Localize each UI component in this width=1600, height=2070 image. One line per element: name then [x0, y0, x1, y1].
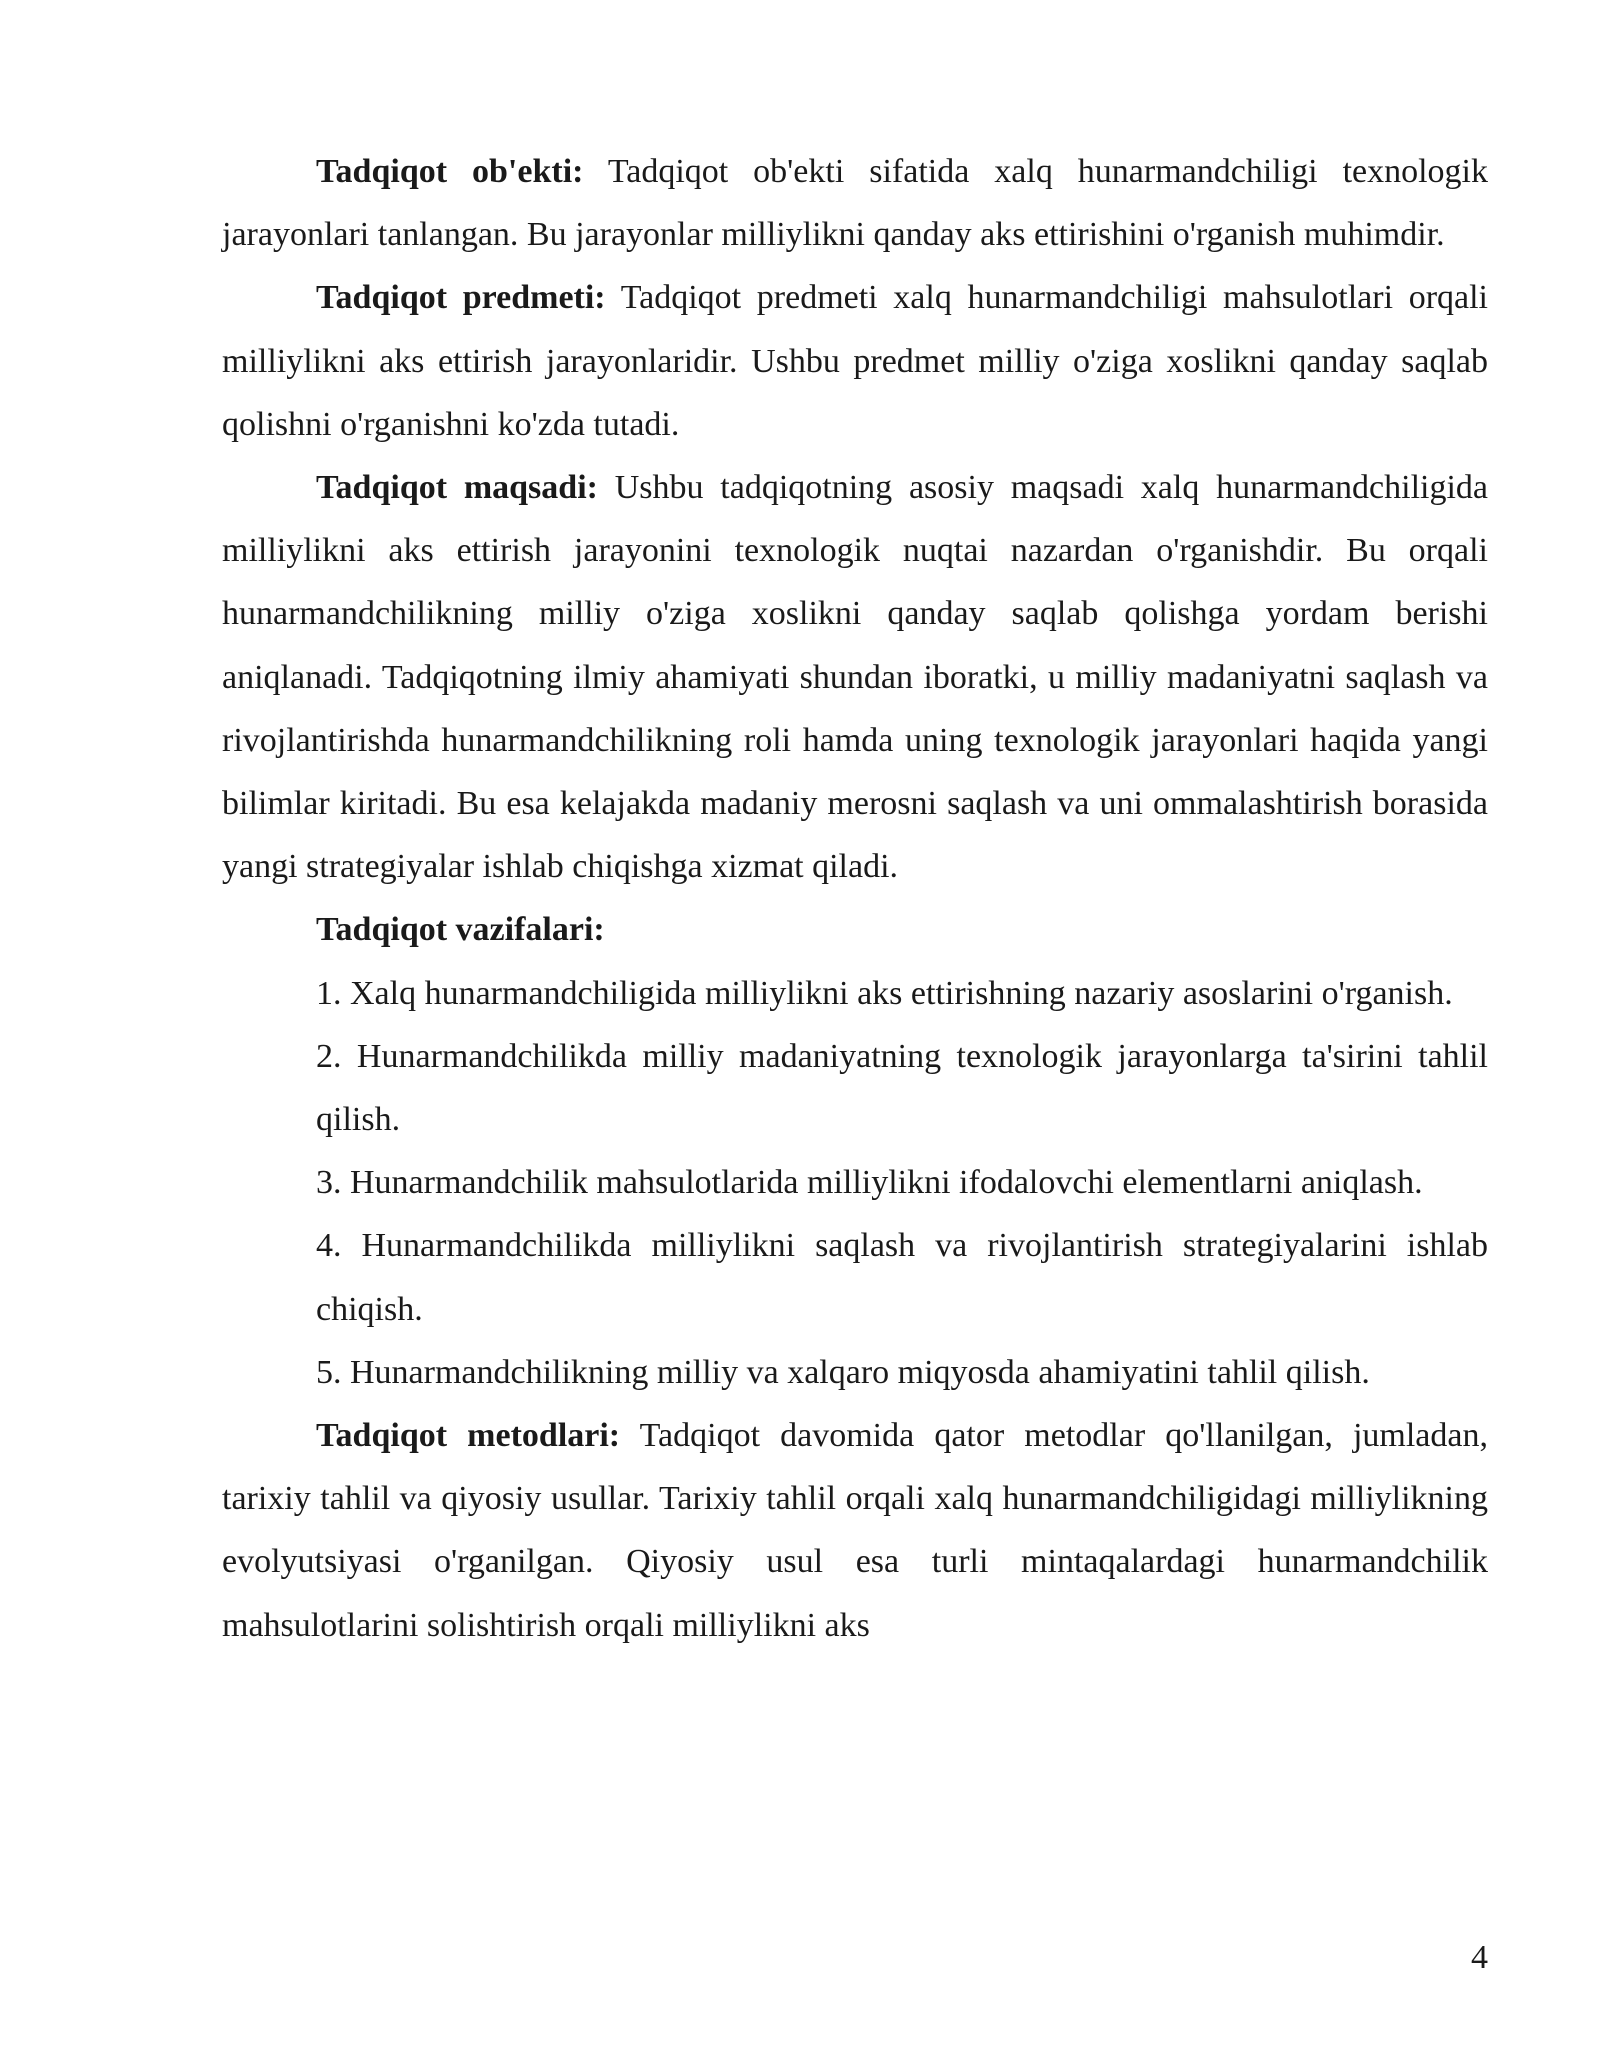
document-page: [222, 140, 1488, 1657]
page-number: 4: [1471, 1939, 1488, 1976]
paragraph-research-object: [222, 140, 1488, 266]
task-item-1: 1. Xalq hunarmandchiligida milliylikni aks ettirishning nazariy asoslarini o'rganish.: [316, 974, 1453, 1012]
text-research-subject: Tadqiqot predmeti xalq hunarmandchiligi mahsulotlari orqali milliylikni aks ettirish jarayonlaridir. Ushbu predmet milliy o'ziga xoslikni qanday saqlab qolishni o'rganishni ko'zda tutadi.: [222, 279, 1489, 443]
text-research-methods: Tadqiqot davomida qator metodlar qo'llanilgan, jumladan, tarixiy tahlil va qiyosiy usullar. Tarixiy tahlil orqali xalq hunarmandchiligidagi milliylikning evolyutsiyasi o'rganilgan. Qiyosiy usul esa turli mintaqalardagi hunarmandchilik mahsulotlarini solishtirish orqali milliylikni aks: [222, 1417, 1488, 1644]
heading-research-tasks: Tadqiqot vazifalari:: [316, 911, 605, 949]
label-research-methods: Tadqiqot metodlari:: [316, 1417, 621, 1455]
label-research-object: Tadqiqot ob'ekti:: [316, 153, 584, 190]
task-item-5: 5. Hunarmandchilikning milliy va xalqaro miqyosda ahamiyatini tahlil qilish.: [316, 1353, 1370, 1391]
label-research-subject: Tadqiqot predmeti:: [316, 279, 606, 317]
task-item-3: 3. Hunarmandchilik mahsulotlarida milliylikni ifodalovchi elementlarni aniqlash.: [316, 1164, 1423, 1202]
task-item-4: 4. Hunarmandchilikda milliylikni saqlash va rivojlantirish strategiyalarini ishlab chiqish.: [316, 1227, 1488, 1328]
text-research-object: Tadqiqot ob'ekti sifatida xalq hunarmandchiligi texnologik jarayonlari tanlangan. Bu jarayonlar milliylikni qanday aks ettirishini o'rganish muhimdir.: [222, 153, 1489, 254]
paragraph-research-methods: [222, 1404, 1488, 1657]
label-research-goal: Tadqiqot maqsadi:: [316, 469, 598, 507]
paragraph-research-goal: [222, 456, 1488, 898]
task-item-2: 2. Hunarmandchilikda milliy madaniyatning texnologik jarayonlarga ta'sirini tahlil qilish.: [316, 1037, 1488, 1139]
text-research-goal: Ushbu tadqiqotning asosiy maqsadi xalq hunarmandchiligida milliylikni aks ettirish jarayonini texnologik nuqtai nazardan o'rganishdir. Bu orqali hunarmandchilikning milliy o'ziga xoslikni qanday saqlab qolishga yordam berishi aniqlanadi. Tadqiqotning ilmiy ahamiyati shundan iboratki, u milliy madaniyatni saqlash va rivojlantirishda hunarmandchilikning roli hamda uning texnologik jarayonlari haqida yangi bilimlar kiritadi. Bu esa kelajakda madaniy merosni saqlash va uni ommalashtirish borasida yangi strategiyalar ishlab chiqishga xizmat qiladi.: [222, 469, 1489, 886]
paragraph-research-subject: [222, 266, 1488, 456]
